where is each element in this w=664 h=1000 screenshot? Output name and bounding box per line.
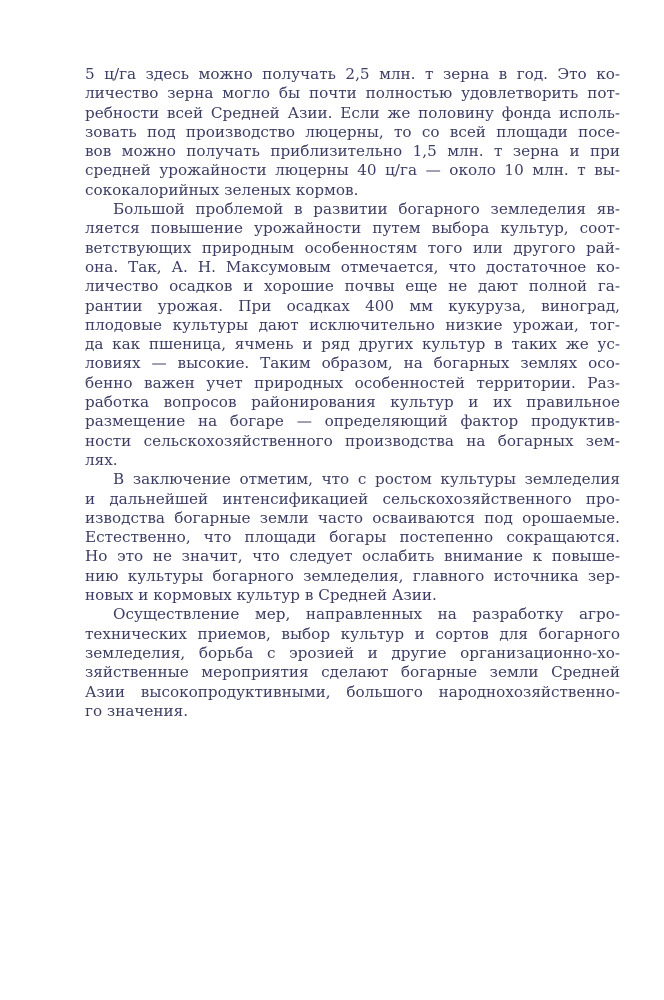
text-line: нию культуры богарного земледелия, главного источника зер- — [85, 566, 620, 585]
text-line: Азии высокопродуктивными, большого народнохозяйственно- — [85, 682, 620, 701]
text-line: изводства богарные земли часто осваиваются под орошаемые. — [85, 508, 620, 527]
text-line: ловиях — высокие. Таким образом, на богарных землях осо- — [85, 354, 620, 373]
text-line: лях. — [85, 450, 118, 469]
text-line: ветствующих природным особенностям того или другого рай- — [85, 238, 620, 257]
text-line: ляется повышение урожайности путем выбора культур, соот- — [85, 219, 620, 238]
text-line: и дальнейшей интенсификацией сельскохозяйственного про- — [85, 489, 620, 508]
text-line: средней урожайности люцерны 40 ц/га — около 10 млн. т вы- — [85, 161, 620, 180]
paragraph — [85, 605, 620, 721]
text-line: сококалорийных зеленых кормов. — [85, 180, 359, 199]
text-line: личество зерна могло бы почти полностью удовлетворить пот- — [85, 84, 620, 103]
paragraph — [85, 200, 620, 470]
text-line: плодовые культуры дают исключительно низкие урожаи, тог- — [85, 315, 620, 334]
text-line: Естественно, что площади богары постепенно сокращаются. — [85, 528, 620, 547]
text-line: личество осадков и хорошие почвы еще не дают полной га- — [85, 277, 620, 296]
text-line: Осуществление мер, направленных на разработку агро- — [113, 605, 620, 624]
text-line: В заключение отметим, что с ростом культуры земледелия — [113, 470, 620, 489]
text-line: Но это не значит, что следует ослабить внимание к повыше- — [85, 547, 620, 566]
text-line: бенно важен учет природных особенностей территории. Раз- — [85, 373, 620, 392]
body-text — [85, 65, 620, 721]
text-line: технических приемов, выбор культур и сортов для богарного — [85, 624, 620, 643]
text-line: ребности всей Средней Азии. Если же половину фонда исполь- — [85, 103, 620, 122]
text-line: земледелия, борьба с эрозией и другие организационно-хо- — [85, 643, 620, 662]
text-line: 5 ц/га здесь можно получать 2,5 млн. т зерна в год. Это ко- — [85, 65, 620, 83]
text-line: Большой проблемой в развитии богарного земледелия яв- — [113, 200, 620, 219]
text-line: размещение на богаре — определяющий фактор продуктив- — [85, 412, 620, 431]
text-line: работка вопросов районирования культур и их правильное — [85, 393, 620, 412]
paragraph — [85, 470, 620, 605]
text-line: зовать под производство люцерны, то со всей площади посе- — [85, 122, 620, 141]
text-line: вов можно получать приблизительно 1,5 млн. т зерна и при — [85, 142, 620, 161]
paragraph — [85, 65, 620, 200]
text-line: да как пшеница, ячмень и ряд других культур в таких же ус- — [85, 335, 620, 354]
text-line: новых и кормовых культур в Средней Азии. — [85, 586, 437, 605]
text-line: ности сельскохозяйственного производства на богарных зем- — [85, 431, 620, 450]
text-line: рантии урожая. При осадках 400 мм кукуруза, виноград, — [85, 296, 620, 315]
text-line: она. Так, А. Н. Максумовым отмечается, что достаточное ко- — [85, 257, 620, 276]
text-line: го значения. — [85, 701, 189, 720]
text-line: зяйственные мероприятия сделают богарные земли Средней — [85, 663, 620, 682]
